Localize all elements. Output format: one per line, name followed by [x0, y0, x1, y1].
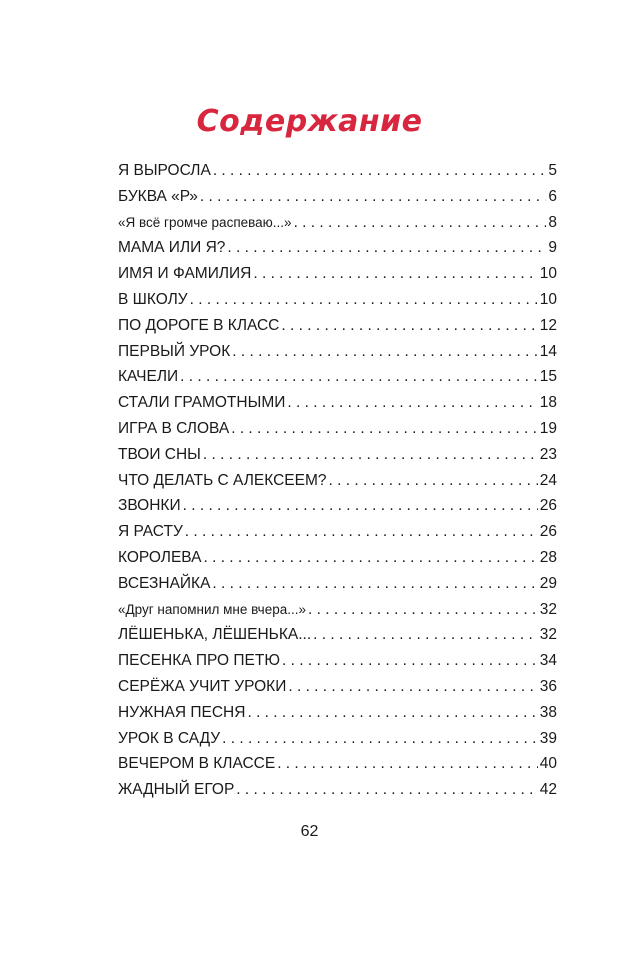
toc-entry-title: МАМА ИЛИ Я?	[118, 239, 226, 257]
toc-entry[interactable]	[118, 239, 557, 265]
toc-entry-page: 10	[539, 290, 557, 308]
toc-entry[interactable]	[118, 523, 557, 549]
toc-entry-page: 26	[539, 497, 557, 515]
dot-leader	[308, 601, 538, 619]
toc-entry-page: 24	[539, 471, 557, 489]
toc-entry-title: СЕРЁЖА УЧИТ УРОКИ	[118, 677, 287, 695]
toc-entry-title: ВЕЧЕРОМ В КЛАССЕ	[118, 755, 276, 773]
toc-entry[interactable]	[118, 446, 557, 472]
toc-entry[interactable]	[118, 394, 557, 420]
toc-entry-page: 9	[548, 239, 557, 257]
toc-entry[interactable]	[118, 678, 557, 704]
dot-leader	[183, 497, 538, 515]
toc-entry-title: ЧТО ДЕЛАТЬ С АЛЕКСЕЕМ?	[118, 471, 327, 489]
dot-leader	[222, 730, 538, 748]
dot-leader	[212, 575, 537, 593]
toc-entry[interactable]	[118, 420, 557, 446]
table-of-contents	[118, 162, 557, 807]
page-number: 62	[300, 823, 319, 840]
toc-entry-page: 10	[539, 265, 557, 283]
toc-entry[interactable]	[118, 162, 557, 188]
dot-leader	[287, 394, 537, 412]
toc-entry[interactable]	[118, 549, 557, 575]
toc-entry-title: НУЖНАЯ ПЕСНЯ	[118, 703, 246, 721]
toc-entry-page: 5	[548, 162, 557, 179]
toc-entry-title: БУКВА «Р»	[118, 187, 198, 205]
dot-leader	[203, 446, 538, 464]
toc-entry-title: ПО ДОРОГЕ В КЛАСС	[118, 316, 280, 334]
toc-entry-title: КОРОЛЕВА	[118, 548, 202, 566]
toc-entry[interactable]	[118, 730, 557, 756]
dot-leader	[282, 652, 538, 670]
toc-entry-page: 15	[539, 368, 557, 386]
dot-leader	[232, 343, 537, 361]
dot-leader	[277, 755, 538, 773]
toc-entry-title: УРОК В САДУ	[118, 729, 221, 747]
toc-entry[interactable]	[118, 472, 557, 498]
toc-entry-page: 36	[539, 677, 557, 695]
toc-entry[interactable]	[118, 265, 557, 291]
toc-entry-page: 32	[539, 600, 557, 618]
toc-entry[interactable]	[118, 626, 557, 652]
toc-entry-page: 18	[539, 394, 557, 412]
toc-entry-title: ЖАДНЫЙ ЕГОР	[118, 781, 235, 799]
dot-leader	[185, 523, 538, 541]
dot-leader	[281, 317, 537, 335]
toc-entry-page: 32	[539, 626, 557, 644]
toc-entry[interactable]	[118, 317, 557, 343]
toc-entry-page: 40	[539, 755, 557, 773]
toc-entry-page: 26	[539, 523, 557, 541]
toc-entry[interactable]	[118, 755, 557, 781]
dot-leader	[213, 162, 547, 180]
toc-entry-title: ВСЕЗНАЙКА	[118, 574, 211, 592]
toc-entry-page: 14	[539, 342, 557, 360]
toc-entry-title: «Я всё громче распеваю...»	[118, 214, 292, 230]
toc-entry[interactable]	[118, 214, 557, 240]
dot-leader	[313, 626, 538, 644]
page-title: Содержание	[196, 104, 423, 140]
dot-leader	[329, 472, 538, 490]
toc-entry-title: ИГРА В СЛОВА	[118, 419, 230, 437]
toc-entry[interactable]	[118, 704, 557, 730]
toc-entry-title: ЛЁШЕНЬКА, ЛЁШЕНЬКА...	[118, 626, 312, 644]
dot-leader	[294, 214, 547, 232]
dot-leader	[200, 188, 547, 206]
dot-leader	[180, 368, 538, 386]
toc-entry-title: СТАЛИ ГРАМОТНЫМИ	[118, 394, 286, 412]
dot-leader	[253, 265, 537, 283]
toc-entry[interactable]	[118, 575, 557, 601]
toc-entry-title: В ШКОЛУ	[118, 290, 188, 308]
dot-leader	[227, 239, 546, 257]
toc-entry[interactable]	[118, 188, 557, 214]
toc-entry-page: 19	[539, 419, 557, 437]
dot-leader	[247, 704, 537, 722]
toc-entry-page: 28	[539, 548, 557, 566]
toc-entry-page: 8	[548, 213, 557, 231]
dot-leader	[190, 291, 538, 309]
toc-entry-title: Я РАСТУ	[118, 523, 183, 541]
toc-entry-page: 38	[539, 703, 557, 721]
toc-entry-page: 12	[539, 316, 557, 334]
toc-entry-title: ИМЯ И ФАМИЛИЯ	[118, 265, 252, 283]
toc-entry[interactable]	[118, 781, 557, 807]
toc-entry[interactable]	[118, 652, 557, 678]
toc-entry-title: «Друг напомнил мне вчера...»	[118, 601, 306, 617]
dot-leader	[288, 678, 537, 696]
toc-entry-title: ПЕСЕНКА ПРО ПЕТЮ	[118, 652, 280, 670]
toc-entry-page: 42	[539, 781, 557, 799]
dot-leader	[203, 549, 537, 567]
toc-entry[interactable]	[118, 601, 557, 627]
toc-entry[interactable]	[118, 343, 557, 369]
dot-leader	[231, 420, 538, 438]
toc-entry-title: КАЧЕЛИ	[118, 368, 179, 386]
toc-entry-page: 29	[539, 574, 557, 592]
toc-entry[interactable]	[118, 368, 557, 394]
toc-entry-title: Я ВЫРОСЛА	[118, 162, 211, 179]
toc-entry-page: 23	[539, 445, 557, 463]
dot-leader	[236, 781, 537, 799]
toc-entry[interactable]	[118, 291, 557, 317]
toc-entry-title: ТВОИ СНЫ	[118, 445, 201, 463]
toc-entry-page: 34	[539, 652, 557, 670]
toc-entry-page: 6	[548, 187, 557, 205]
toc-entry-title: ПЕРВЫЙ УРОК	[118, 342, 231, 360]
toc-entry-title: ЗВОНКИ	[118, 497, 181, 515]
toc-entry[interactable]	[118, 497, 557, 523]
toc-entry-page: 39	[539, 729, 557, 747]
